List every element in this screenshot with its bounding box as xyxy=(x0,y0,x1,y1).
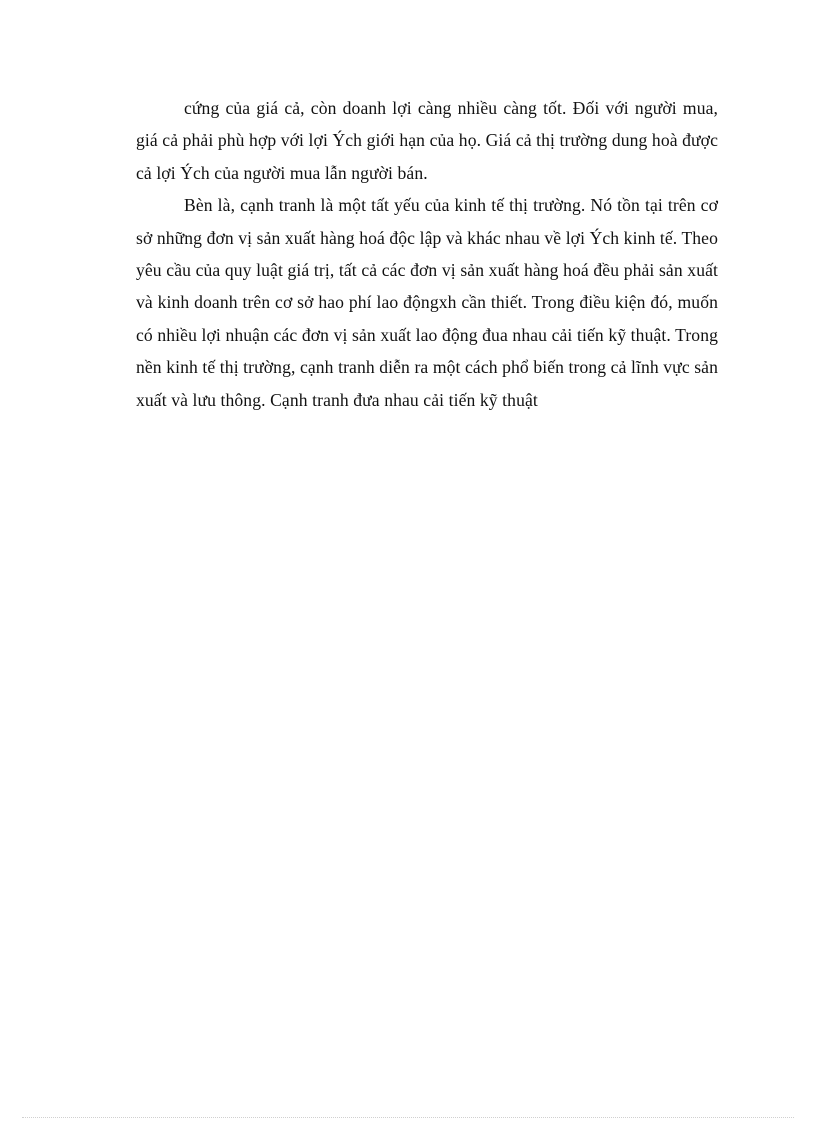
paragraph-2: Bèn là, cạnh tranh là một tất yếu của kinh tế thị trường. Nó tồn tại trên cơ sở những đơn vị sản xuất hàng hoá độc lập và khác nhau về lợi Ých kinh tế. Theo yêu cầu của quy luật giá trị, tất cả các đơn vị sản xuất hàng hoá đều phải sản xuất và kinh doanh trên cơ sở hao phí lao độngxh cần thiết. Trong điều kiện đó, muốn có nhiều lợi nhuận các đơn vị sản xuất lao động đua nhau cải tiến kỹ thuật. Trong nền kinh tế thị trường, cạnh tranh diễn ra một cách phổ biến trong cả lĩnh vực sản xuất và lưu thông. Cạnh tranh đưa nhau cải tiến kỹ thuật xyxy=(136,195,718,410)
body-text xyxy=(136,92,718,416)
paragraph-1: cứng của giá cả, còn doanh lợi càng nhiều càng tốt. Đối với người mua, giá cả phải phù hợp với lợi Ých giới hạn của họ. Giá cả thị trường dung hoà được cả lợi Ých của người mua lẫn người bán. xyxy=(136,98,718,183)
page-bottom-border xyxy=(22,1117,794,1118)
